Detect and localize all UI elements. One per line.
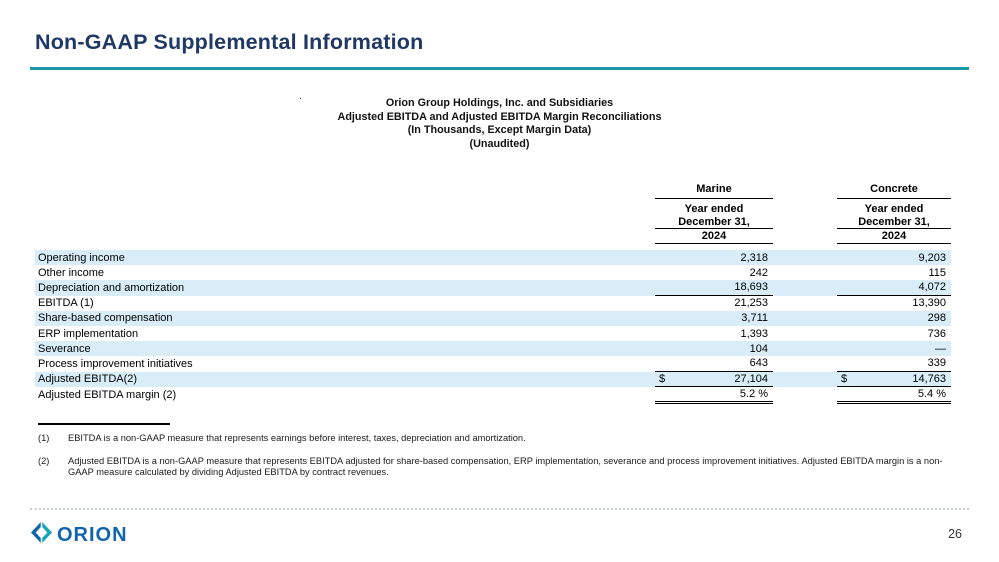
heading-subtitle: Adjusted EBITDA and Adjusted EBITDA Margin Reconciliations [337,110,662,123]
footnote-2 [38,456,946,479]
footnotes [38,433,946,490]
footnote-divider-rule [38,423,170,425]
marine-value: 5.2 % [739,387,768,400]
marine-year: 2024 [655,229,773,244]
column-gap [773,265,837,280]
column-gap [773,250,837,265]
page-number: 26 [948,527,962,541]
concrete-period-line1: Year ended [864,203,924,215]
concrete-value-cell [837,296,951,311]
orion-logo-text: ORION [57,523,128,546]
footnote-1 [38,433,946,445]
column-gap [773,296,837,311]
heading-company: Orion Group Holdings, Inc. and Subsidiaries [385,97,614,109]
row-label: Process improvement initiatives [38,357,193,370]
marine-value: 21,253 [734,297,768,310]
footer-dotted-divider [30,508,969,510]
concrete-value: 339 [927,357,946,370]
column-gap [773,372,837,387]
concrete-column-header: Concrete [837,183,951,199]
concrete-value-cell [837,311,951,326]
heading-unaudited: (Unaudited) [469,137,530,150]
marine-value-cell [655,311,773,326]
footnote-text: Adjusted EBITDA is a non-GAAP measure that represents EBITDA adjusted for share-based compensation, ERP implementation, severance and process improvement initiatives. Adjusted EBITDA margin is a non-GAAP measure calculated by dividing Adjusted EBITDA by contract revenues. [68,455,943,477]
concrete-period-line2: December 31, [837,216,951,229]
table-row-adjusted-ebitda [35,372,951,387]
table-row-severance [35,341,951,356]
concrete-value: 115 [928,266,946,279]
footnote-text: EBITDA is a non-GAAP measure that represents earnings before interest, taxes, depreciation and amortization. [68,433,526,443]
marine-value-cell [655,265,773,280]
concrete-value: 14,763 [912,372,946,385]
concrete-value: — [935,342,946,355]
marine-value-cell [655,372,773,387]
concrete-value: 5.4 % [917,387,946,400]
row-label: Operating income [38,251,125,264]
concrete-value: 736 [927,327,946,340]
concrete-value: 298 [927,312,946,325]
concrete-value-cell [837,372,951,387]
concrete-value: 13,390 [912,297,946,310]
row-label: Adjusted EBITDA margin (2) [38,389,177,402]
concrete-value-cell [837,356,951,371]
table-row-operating-income [35,250,951,265]
marine-value: 18,693 [734,281,768,294]
period-row-1 [35,203,951,216]
marine-value-cell [655,341,773,356]
heading-units: (In Thousands, Except Margin Data) [407,124,592,136]
row-label: Depreciation and amortization [38,281,185,294]
marine-value: 643 [749,357,768,370]
footnote-number: (2) [38,455,50,466]
column-gap [773,280,837,295]
marine-value: 1,393 [740,327,768,340]
marine-value-cell [655,387,773,404]
marine-value-cell [655,326,773,341]
title-underline-rule [30,67,969,70]
column-gap [773,356,837,371]
concrete-value-cell [837,280,951,295]
marine-value-cell [655,250,773,265]
column-gap [773,341,837,356]
table-row-process-improvement [35,356,951,371]
marine-value: 3,711 [741,312,768,325]
row-label: Adjusted EBITDA(2) [38,373,138,386]
row-label: ERP implementation [38,327,139,340]
row-label: Severance [38,342,91,355]
marine-column-header: Marine [655,183,773,199]
concrete-value: 4,072 [918,281,946,294]
table-row-erp-implementation [35,326,951,341]
row-label: EBITDA (1) [38,297,94,310]
orion-logo [30,521,128,549]
concrete-year: 2024 [837,229,951,244]
concrete-value-cell [837,265,951,280]
column-gap [773,311,837,326]
marine-value: 2,318 [740,251,768,264]
dollar-sign: $ [841,372,848,385]
concrete-value-cell [837,341,951,356]
concrete-value-cell [837,387,951,404]
marine-value: 104 [749,342,768,355]
table-row-depreciation-amortization [35,280,951,295]
concrete-value-cell [837,250,951,265]
period-row-2 [35,216,951,229]
orion-diamond-icon [30,521,53,549]
table-row-other-income [35,265,951,280]
table-heading [0,97,999,151]
marine-value-cell [655,356,773,371]
column-gap [773,326,837,341]
concrete-value-cell [837,326,951,341]
table-row-share-based-compensation [35,311,951,326]
year-row [35,229,951,244]
row-label: Share-based compensation [38,312,173,325]
stray-dot: . [299,90,303,102]
marine-value-cell [655,296,773,311]
marine-value-cell [655,280,773,295]
page-title: Non-GAAP Supplemental Information [35,30,424,54]
column-name-row [35,183,951,199]
row-label: Other income [38,266,105,279]
concrete-value: 9,203 [918,251,946,264]
marine-period-line2: December 31, [655,216,773,229]
footnote-number: (1) [38,433,50,443]
table-row-ebitda [35,296,951,311]
ebitda-reconciliation-table [35,183,951,404]
table-row-adjusted-ebitda-margin [35,387,951,404]
marine-value: 27,104 [734,372,768,385]
column-gap [773,387,837,404]
marine-value: 242 [749,266,768,279]
marine-period-line1: Year ended [684,203,744,215]
dollar-sign: $ [659,372,666,385]
